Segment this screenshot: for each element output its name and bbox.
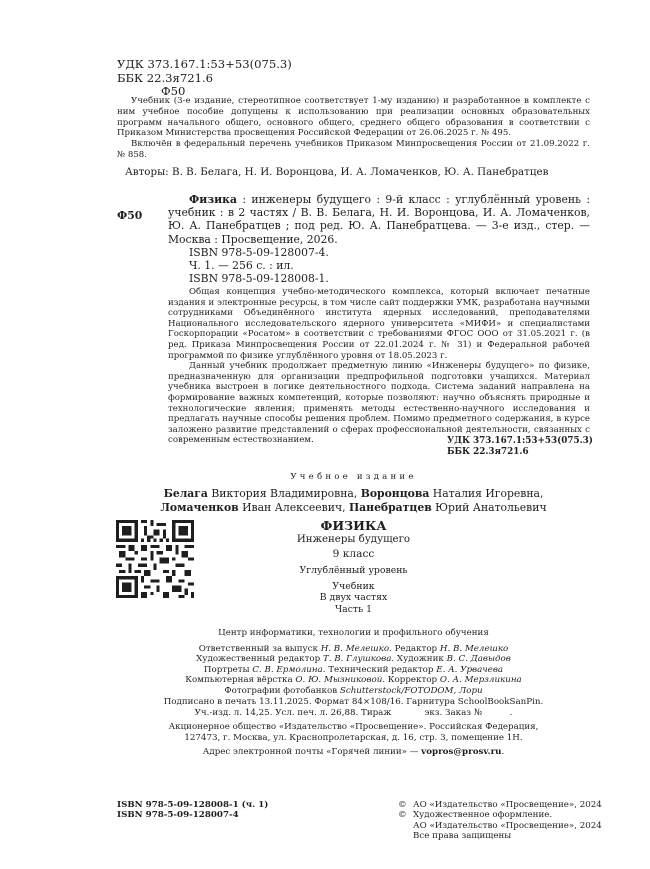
credit-line bbox=[117, 644, 590, 655]
credit-person: С. В. Ермолина. bbox=[252, 664, 326, 675]
credit-person: Н. В. Мелешко. bbox=[320, 643, 392, 654]
publisher-line-2: 127473, г. Москва, ул. Краснопролетарская, д. 16, стр. 3, помещение 1Н. bbox=[184, 732, 523, 743]
bib-isbn-part: ISBN 978-5-09-128008-1. bbox=[189, 272, 329, 286]
bib-description: : инженеры будущего : 9-й класс : углублённый уровень : учебник : в 2 частях / В. В. Белага, Н. И. Воронцова, И. А. Ломаченков, Ю. А. Панебратцев ; под ред. Ю. А. Панебратцева. — 3-е изд., стер. — Москва : Просвещение, 2026. bbox=[168, 193, 590, 246]
udk-code: УДК 373.167.1:53+53(075.3) bbox=[117, 57, 292, 71]
book-level: Углублённый уровень bbox=[299, 565, 408, 576]
book-series: Инженеры будущего bbox=[296, 534, 411, 545]
footer-isbn-part: ISBN 978-5-09-128008-1 (ч. 1) bbox=[117, 800, 269, 810]
credit-role: Технический редактор bbox=[325, 664, 437, 675]
author-surname: Белага bbox=[163, 487, 208, 500]
copyright-design: Художественное оформление. bbox=[413, 810, 553, 821]
credit-role: Портреты bbox=[203, 664, 253, 675]
author-surname: Воронцова bbox=[360, 487, 430, 500]
bbk-code: ББК 22.3я721.6 bbox=[117, 70, 214, 85]
credit-role: Художник bbox=[394, 654, 447, 665]
classification-codes bbox=[117, 58, 292, 99]
credit-person: Т. В. Глушкова. bbox=[322, 654, 395, 665]
credit-person: Schutterstock/FOTODOM, Лори bbox=[339, 685, 483, 696]
book-part: Часть 1 bbox=[334, 603, 372, 615]
hotline-end: . bbox=[501, 747, 505, 758]
print-details bbox=[117, 697, 590, 758]
full-author-names bbox=[117, 487, 590, 514]
publisher-line-1: Акционерное общество «Издательство «Просвещение». Российская Федерация, bbox=[168, 722, 539, 733]
credit-person: Н. В. Мелешко bbox=[439, 643, 509, 654]
print-sheets: Уч.-изд. л. 14,25. Усл. печ. л. 26,88. Тираж экз. Заказ № . bbox=[194, 707, 513, 718]
bbk-code-repeat: ББК 22.3я721.6 bbox=[447, 446, 529, 457]
annotation bbox=[168, 287, 590, 446]
classification-codes-repeat bbox=[447, 436, 593, 458]
copyright-block bbox=[398, 800, 602, 842]
credit-line bbox=[117, 654, 590, 665]
author-given-names: Иван Алексеевич, bbox=[238, 500, 346, 514]
credit-role: Художественный редактор bbox=[196, 654, 323, 665]
annotation-paragraph-2: Данный учебник продолжает предметную линию «Инженеры будущего» по физике, предназначенную для организации предпрофильной подготовки учащихся. Материал учебника выстроен в логике деятельностного подхода. Система заданий направлена на формирование важных компетенций, которые позволяют: научно объяснять природные и технологические явления; применять методы естественно-научного исследования и предлагать научные способы решения проблем. Помимо предметного содержания, в курсе заложено развитие представлений о сферах профессиональной деятельности, связанных с современным естествознанием. bbox=[168, 361, 590, 446]
bib-part-info: Ч. 1. — 256 с. : ил. bbox=[189, 259, 294, 273]
book-parts: В двух частях bbox=[319, 592, 388, 604]
print-signed: Подписано в печать 13.11.2025. Формат 84×108/16. Гарнитура SchoolBookSanPin. bbox=[163, 697, 544, 707]
bibliographic-record bbox=[168, 193, 590, 285]
title-block bbox=[117, 518, 590, 615]
credit-person: О. Ю. Мызниковой. bbox=[295, 675, 386, 686]
editorial-center: Центр информатики, технологии и профильного обучения bbox=[218, 628, 489, 638]
author-given-names: Юрий Анатольевич bbox=[431, 500, 547, 514]
book-title: ФИЗИКА bbox=[320, 518, 387, 533]
editorial-credits bbox=[117, 628, 590, 697]
approval-notice bbox=[117, 96, 590, 161]
copyright-design-owner: АО «Издательство «Просвещение», 2024 bbox=[413, 820, 602, 831]
author-given-names: Виктория Владимировна, bbox=[207, 487, 358, 500]
approval-paragraph-2: Включён в федеральный перечень учебников Приказом Минпросвещения России от 21.09.2022 г. № 858. bbox=[117, 139, 590, 160]
rights-reserved: Все права защищены bbox=[413, 831, 512, 842]
book-type: Учебник bbox=[332, 581, 375, 592]
author-given-names: Наталия Игоревна, bbox=[429, 487, 544, 500]
credit-line bbox=[117, 665, 590, 676]
copyright-publisher: АО «Издательство «Просвещение», 2024 bbox=[413, 800, 602, 810]
annotation-paragraph-1: Общая концепция учебно-методического комплекса, который включает печатные издания и электронные ресурсы, в том числе сайт поддержки УМК, разработана научными сотрудниками Объединённого института ядерных исследований, преподавателями Национального исследовательского ядерного университета «МИФИ» и специалистами Госкорпорации «Росатом» в соответствии с требованиями ФГОС ООО от 31.05.2021 г. (в ред. Приказа Минпросвещения России от 22.01.2024 г. № 31) и Федеральной рабочей программой по физике углублённого уровня от 18.05.2023 г. bbox=[168, 287, 590, 361]
footer-isbn-set: ISBN 978-5-09-128007-4 bbox=[117, 810, 239, 821]
approval-paragraph-1: Учебник (3-е издание, стереотипное соответствует 1-му изданию) и разработанное в комплекте с ним учебное пособие допущены к использованию при реализации основных образовательных программ начального общего, основного общего, среднего общего образования в соответствии с Приказом Министерства просвещения Российской Федерации от 26.06.2025 г. № 495. bbox=[117, 96, 590, 139]
footer-isbn bbox=[117, 800, 268, 821]
credit-line bbox=[117, 686, 590, 697]
bib-title: Физика bbox=[189, 193, 237, 206]
udk-code-repeat: УДК 373.167.1:53+53(075.3) bbox=[447, 436, 593, 446]
copyright-icon: © bbox=[398, 810, 407, 821]
bib-author-mark: Ф50 bbox=[117, 209, 143, 222]
authors-line: Авторы: В. В. Белага, Н. И. Воронцова, И. А. Ломаченков, Ю. А. Панебратцев bbox=[125, 166, 549, 178]
credit-role: Редактор bbox=[391, 643, 440, 654]
credit-person: О. А. Мерзликина bbox=[439, 675, 522, 686]
author-surname: Ломаченков bbox=[160, 500, 239, 514]
credit-lines bbox=[117, 644, 590, 697]
credit-role: Корректор bbox=[385, 675, 440, 686]
hotline-email-link[interactable]: vopros@prosv.ru bbox=[421, 747, 502, 758]
edition-label: Учебное издание bbox=[290, 472, 417, 482]
credit-role: Компьютерная вёрстка bbox=[185, 675, 296, 686]
author-mark: Ф50 bbox=[161, 84, 186, 99]
credit-line bbox=[117, 675, 590, 686]
bib-isbn-set: ISBN 978-5-09-128007-4. bbox=[189, 245, 329, 259]
credit-person: В. С. Давыдов bbox=[446, 654, 511, 665]
author-surname: Панебратцев bbox=[348, 500, 432, 514]
hotline-line bbox=[117, 747, 590, 758]
credit-role: Фотографии фотобанков bbox=[224, 685, 340, 696]
credit-person: Е. А. Урвачева bbox=[436, 664, 504, 675]
credit-role: Ответственный за выпуск bbox=[198, 643, 321, 654]
book-grade: 9 класс bbox=[332, 548, 375, 560]
copyright-icon: © bbox=[398, 800, 407, 810]
hotline-label: Адрес электронной почты «Горячей линии» — bbox=[202, 747, 422, 758]
